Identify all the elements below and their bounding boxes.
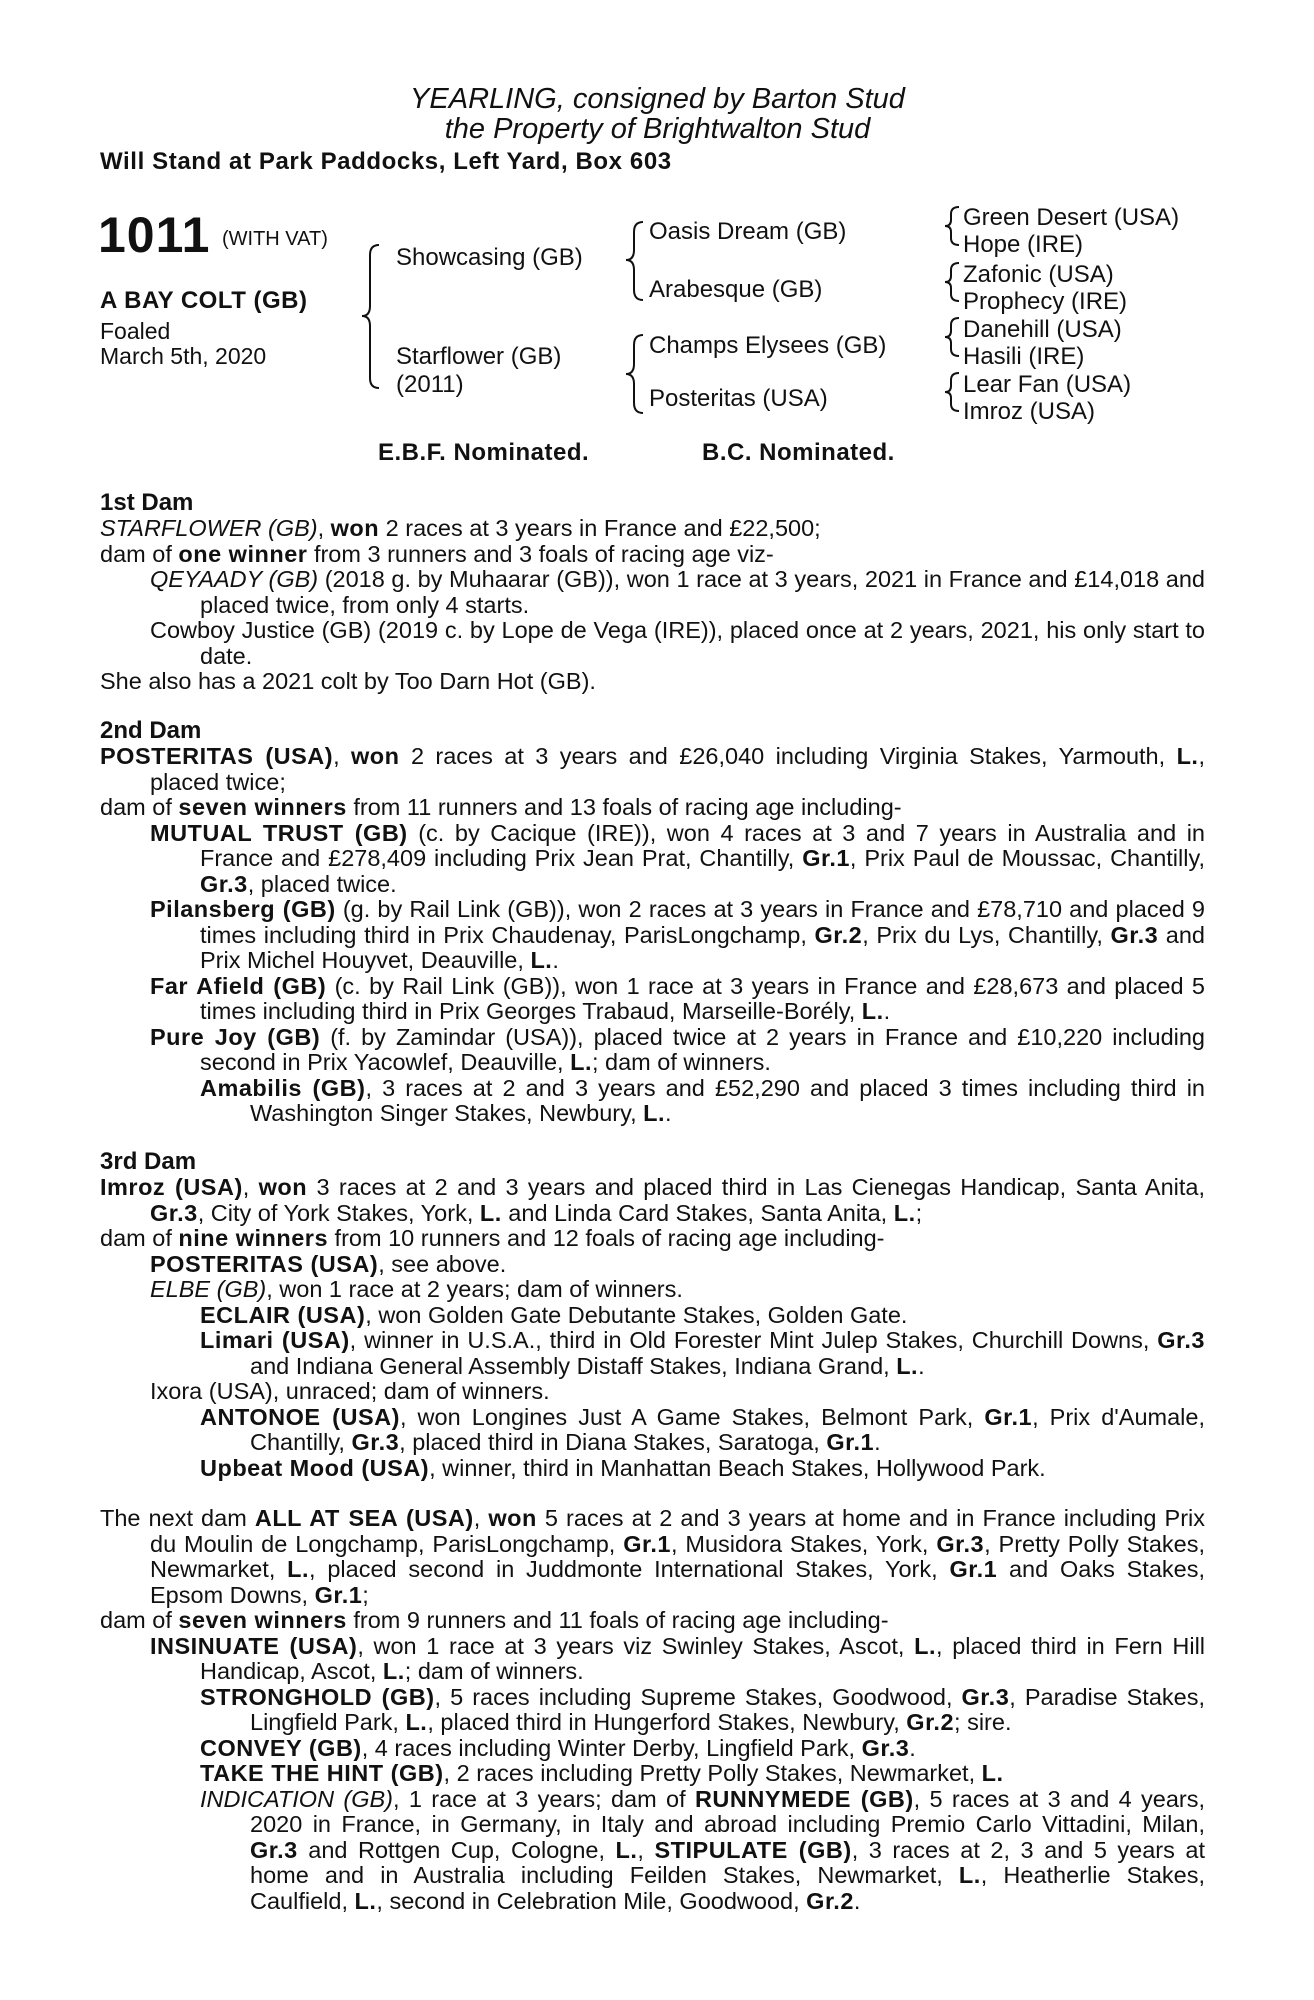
produce-cowboy-justice: Cowboy Justice (GB) (2019 c. by Lope de Vega (IRE)), placed once at 2 years, 2021, his only start to date. xyxy=(150,617,1205,669)
next-dam-summary: The next dam ALL AT SEA (USA), won 5 races at 2 and 3 years at home and in France including Prix du Moulin de Longchamp, ParisLongchamp, Gr.1, Musidora Stakes, York, Gr.3, Pretty Polly Stakes, Newmarket, L., placed second in Juddmonte International Stakes, York, Gr.1 and Oaks Stakes, Epsom Downs, Gr.1; xyxy=(100,1505,1206,1608)
produce-amabilis: Amabilis (GB), 3 races at 2 and 3 years and £52,290 and placed 3 times including third in Washington Singer Stakes, Newbury, L.. xyxy=(200,1074,1205,1126)
produce-posteritas: POSTERITAS (USA), see above. xyxy=(150,1250,507,1277)
third-dam-produce: dam of nine winners from 10 runners and 12 foals of racing age including- xyxy=(100,1225,885,1251)
produce-elbe: ELBE (GB), won 1 race at 2 years; dam of winners. xyxy=(150,1276,683,1302)
produce-stronghold: STRONGHOLD (GB), 5 races including Supreme Stakes, Goodwood, Gr.3, Paradise Stakes, Lingfield Park, L., placed third in Hungerford Stakes, Newbury, Gr.2; sire. xyxy=(200,1683,1205,1735)
first-dam-summary: STARFLOWER (GB), won 2 races at 3 years in France and £22,500; xyxy=(100,515,821,541)
pedigree-g3-2: Hope (IRE) xyxy=(963,231,1084,258)
bc-nominated: B.C. Nominated. xyxy=(702,439,895,466)
pedigree-sire-dam: Arabesque (GB) xyxy=(649,276,823,303)
pedigree-sire: Showcasing (GB) xyxy=(396,244,583,271)
first-dam-produce: dam of one winner from 3 runners and 3 foals of racing age viz- xyxy=(100,540,774,567)
pedigree-dam-sire: Champs Elysees (GB) xyxy=(649,332,887,359)
produce-take-the-hint: TAKE THE HINT (GB), 2 races including Pretty Polly Stakes, Newmarket, L. xyxy=(200,1760,1004,1786)
lot-vat: (WITH VAT) xyxy=(222,228,328,250)
pedigree-g3-7: Lear Fan (USA) xyxy=(963,371,1132,398)
pedigree-dam: Starflower (GB) xyxy=(396,343,562,370)
second-dam-produce: dam of seven winners from 11 runners and 13 foals of racing age including- xyxy=(100,794,902,820)
next-dam-produce: dam of seven winners from 9 runners and 11 foals of racing age including- xyxy=(100,1607,889,1633)
pedigree-g3-8: Imroz (USA) xyxy=(963,398,1095,425)
third-dam-section xyxy=(100,1149,1205,1481)
second-dam-summary: POSTERITAS (USA), won 2 races at 3 years and £26,040 including Virginia Stakes, Yarmouth, L., placed twice; xyxy=(100,743,1205,795)
second-dam-heading: 2nd Dam xyxy=(100,717,202,744)
pedigree-dam-dam: Posteritas (USA) xyxy=(649,385,828,412)
pedigree-dam-year: (2011) xyxy=(396,371,464,398)
foaled-date: March 5th, 2020 xyxy=(100,343,267,369)
ebf-nominated: E.B.F. Nominated. xyxy=(378,439,590,466)
produce-far-afield: Far Afield (GB) (c. by Rail Link (GB)), won 1 race at 3 years in France and £28,673 and placed 5 times including third in Prix Georges Trabaud, Marseille-Borély, L.. xyxy=(150,972,1206,1024)
pedigree-g3-6: Hasili (IRE) xyxy=(963,343,1085,370)
pedigree-g3-1: Green Desert (USA) xyxy=(963,204,1180,231)
stand-location: Will Stand at Park Paddocks, Left Yard, Box 603 xyxy=(100,148,672,175)
produce-pure-joy: Pure Joy (GB) (f. by Zamindar (USA)), placed twice at 2 years in France and £10,220 including second in Prix Yacowlef, Deauville, L.; dam of winners. xyxy=(150,1023,1205,1075)
second-dam-section xyxy=(100,718,1205,1127)
first-dam-heading: 1st Dam xyxy=(100,489,194,516)
produce-upbeat-mood: Upbeat Mood (USA), winner, third in Manhattan Beach Stakes, Hollywood Park. xyxy=(200,1454,1046,1481)
produce-ixora: Ixora (USA), unraced; dam of winners. xyxy=(150,1378,550,1404)
foaled-label: Foaled xyxy=(100,318,171,344)
produce-convey: CONVEY (GB), 4 races including Winter Derby, Lingfield Park, Gr.3. xyxy=(200,1734,916,1761)
horse-description: A BAY COLT (GB) xyxy=(100,287,308,314)
produce-insinuate: INSINUATE (USA), won 1 race at 3 years viz Swinley Stakes, Ascot, L., placed third in Fern Hill Handicap, Ascot, L.; dam of winners. xyxy=(150,1632,1206,1684)
lot-number: 1011 xyxy=(98,207,211,263)
consignor-line: YEARLING, consigned by Barton Stud xyxy=(410,83,905,115)
third-dam-summary: Imroz (USA), won 3 races at 2 and 3 years and placed third in Las Cienegas Handicap, Santa Anita, Gr.3, City of York Stakes, York, L. and Linda Card Stakes, Santa Anita, L.; xyxy=(100,1174,1205,1226)
produce-mutual-trust: MUTUAL TRUST (GB) (c. by Cacique (IRE)), won 4 races at 3 and 7 years in Australia and in France and £278,409 including Prix Jean Prat, Chantilly, Gr.1, Prix Paul de Moussac, Chantilly, Gr.3, placed twice. xyxy=(150,819,1205,897)
property-line: the Property of Brightwalton Stud xyxy=(444,113,871,145)
pedigree-g3-5: Danehill (USA) xyxy=(963,316,1122,343)
produce-pilansberg: Pilansberg (GB) (g. by Rail Link (GB)), won 2 races at 3 years in France and £78,710 and placed 9 times including third in Prix Chaudenay, ParisLongchamp, Gr.2, Prix du Lys, Chantilly, Gr.3 and Prix Michel Houyvet, Deauville, L.. xyxy=(150,896,1205,973)
pedigree-sire-sire: Oasis Dream (GB) xyxy=(649,218,847,245)
first-dam-also: She also has a 2021 colt by Too Darn Hot (GB). xyxy=(100,668,596,694)
pedigree-g3-3: Zafonic (USA) xyxy=(963,261,1114,288)
produce-eclair: ECLAIR (USA), won Golden Gate Debutante Stakes, Golden Gate. xyxy=(200,1301,908,1328)
produce-indication: INDICATION (GB), 1 race at 3 years; dam of RUNNYMEDE (GB), 5 races at 3 and 4 years, 2020 in France, in Germany, in Italy and abroad including Premio Carlo Vittadini, Milan, Gr.3 and Rottgen Cup, Cologne, L., STIPULATE (GB), 3 races at 2, 3 and 5 years at home and in Australia including Feilden Stakes, Newmarket, L., Heatherlie Stakes, Caulfield, L., second in Celebration Mile, Goodwood, Gr.2. xyxy=(200,1785,1206,1914)
produce-qeyaady: QEYAADY (GB) (2018 g. by Muhaarar (GB)), won 1 race at 3 years, 2021 in France and £14,018 and placed twice, from only 4 starts. xyxy=(150,566,1205,618)
first-dam-section xyxy=(100,490,1205,695)
next-dam-section xyxy=(100,1506,1205,1914)
pedigree-g3-4: Prophecy (IRE) xyxy=(963,288,1128,315)
third-dam-heading: 3rd Dam xyxy=(100,1148,197,1175)
produce-antonoe: ANTONOE (USA), won Longines Just A Game Stakes, Belmont Park, Gr.1, Prix d'Aumale, Chantilly, Gr.3, placed third in Diana Stakes, Saratoga, Gr.1. xyxy=(200,1403,1205,1455)
produce-limari: Limari (USA), winner in U.S.A., third in Old Forester Mint Julep Stakes, Churchill Downs, Gr.3 and Indiana General Assembly Distaff Stakes, Indiana Grand, L.. xyxy=(200,1327,1205,1379)
